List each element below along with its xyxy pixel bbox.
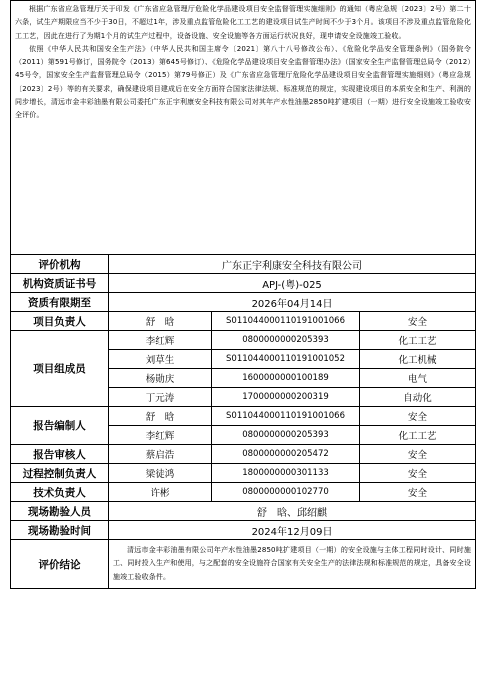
inspect-time-value: 2024年12月09日 — [109, 521, 476, 540]
member-row — [11, 331, 476, 350]
intro-paragraph-1: 根据广东省应急管理厅关于印发《广东省应急管理厅危险化学品建设项目安全监督管理实施细则》的通知（粤应急规〔2023〕2号）第二十六条，试生产期限应当不少于30日，不超过1年，涉及重点监管危险化工工艺的建设项目试生产时间不少于3个月。该项目不涉及重点监管危险化工工艺，因此在进行了为期1个月的试生产过程中，设备设施、安全设施等各方面运行状况良好，现申请安全设施竣工验收。 — [15, 5, 472, 40]
org-label: 评价机构 — [11, 255, 109, 274]
member-name: 丁元涛 — [109, 388, 212, 407]
leader-label: 项目负责人 — [11, 312, 109, 331]
member-major: 化工机械 — [360, 350, 476, 369]
validity-row — [11, 293, 476, 312]
conclusion-text: 清远市金丰彩油墨有限公司年产水性油墨2850吨扩建项目（一期）的安全设施与主体工程同时设计、同时施工、同时投入生产和使用，与之配套的安全设施符合国家有关安全生产的法律法规和标准规范的规定，具备安全设施竣工验收条件。 — [109, 540, 476, 589]
member-major: 自动化 — [360, 388, 476, 407]
reviewer-name: 蔡启浩 — [109, 445, 212, 464]
compiler-major: 安全 — [360, 407, 476, 426]
compiler-major: 化工工艺 — [360, 426, 476, 445]
process-control-major: 安全 — [360, 464, 476, 483]
leader-code: S011044000110191001066 — [212, 312, 360, 331]
validity-value: 2026年04月14日 — [109, 293, 476, 312]
inspectors-label: 现场勘验人员 — [11, 502, 109, 521]
inspect-time-label: 现场勘验时间 — [11, 521, 109, 540]
member-name: 杨勋庆 — [109, 369, 212, 388]
compiler-row — [11, 407, 476, 426]
org-row — [11, 255, 476, 274]
member-code: S011044000110191001052 — [212, 350, 360, 369]
reviewer-code: 0800000000205472 — [212, 445, 360, 464]
compilers-label: 报告编制人 — [11, 407, 109, 445]
reviewer-row — [11, 445, 476, 464]
inspectors-value: 舒 晗、邱绍麒 — [109, 502, 476, 521]
compiler-code: S011044000110191001066 — [212, 407, 360, 426]
evaluation-info-table — [10, 0, 476, 589]
compiler-name: 李红辉 — [109, 426, 212, 445]
process-control-name: 梁徒鸿 — [109, 464, 212, 483]
process-control-label: 过程控制负责人 — [11, 464, 109, 483]
tech-leader-code: 0800000000102770 — [212, 483, 360, 502]
intro-paragraph-2: 依照《中华人民共和国安全生产法》（中华人民共和国主席令〔2021〕第八十八号修改公布）、《危险化学品安全管理条例》（国务院令（2011）第591号修订，国务院令（2013）第645号修订）、《危险化学品建设项目安全监督管理办法》（国家安全生产监督管理总局令（2012）45号令，国家安全生产监督管理总局令（2015）第79号修正）及《广东省应急管理厅危险化学品建设项目安全监督管理实施细则》（粤应急规〔2023〕2号）等的有关要求，确保建设项目建成后在安全方面符合国家法律法规、标准规范的规定，实现建设项目的本质安全和生产、利润的同步增长，清远市金丰彩油墨有限公司委托广东正宇利康安全科技有限公司对其年产水性油墨2850吨扩建项目（一期）进行安全设施竣工验收安全评价。 — [15, 44, 472, 120]
tech-leader-label: 技术负责人 — [11, 483, 109, 502]
validity-label: 资质有限期至 — [11, 293, 109, 312]
org-value: 广东正宇利康安全科技有限公司 — [109, 255, 476, 274]
conclusion-row — [11, 540, 476, 589]
cert-row — [11, 274, 476, 293]
member-name: 李红辉 — [109, 331, 212, 350]
members-label: 项目组成员 — [11, 331, 109, 407]
reviewer-label: 报告审核人 — [11, 445, 109, 464]
member-major: 电气 — [360, 369, 476, 388]
leader-major: 安全 — [360, 312, 476, 331]
intro-text-cell — [11, 1, 476, 255]
compiler-name: 舒 晗 — [109, 407, 212, 426]
member-name: 刘草生 — [109, 350, 212, 369]
cert-label: 机构资质证书号 — [11, 274, 109, 293]
leader-row — [11, 312, 476, 331]
member-code: 1700000000200319 — [212, 388, 360, 407]
member-code: 0800000000205393 — [212, 331, 360, 350]
process-control-row — [11, 464, 476, 483]
tech-leader-name: 许彬 — [109, 483, 212, 502]
process-control-code: 1800000000301133 — [212, 464, 360, 483]
tech-leader-major: 安全 — [360, 483, 476, 502]
tech-leader-row — [11, 483, 476, 502]
intro-row — [11, 1, 476, 255]
member-code: 1600000000100189 — [212, 369, 360, 388]
cert-value: APJ-(粤)-025 — [109, 274, 476, 293]
conclusion-label: 评价结论 — [11, 540, 109, 589]
inspect-time-row — [11, 521, 476, 540]
reviewer-major: 安全 — [360, 445, 476, 464]
inspectors-row — [11, 502, 476, 521]
compiler-code: 0800000000205393 — [212, 426, 360, 445]
leader-name: 舒 晗 — [109, 312, 212, 331]
member-major: 化工工艺 — [360, 331, 476, 350]
